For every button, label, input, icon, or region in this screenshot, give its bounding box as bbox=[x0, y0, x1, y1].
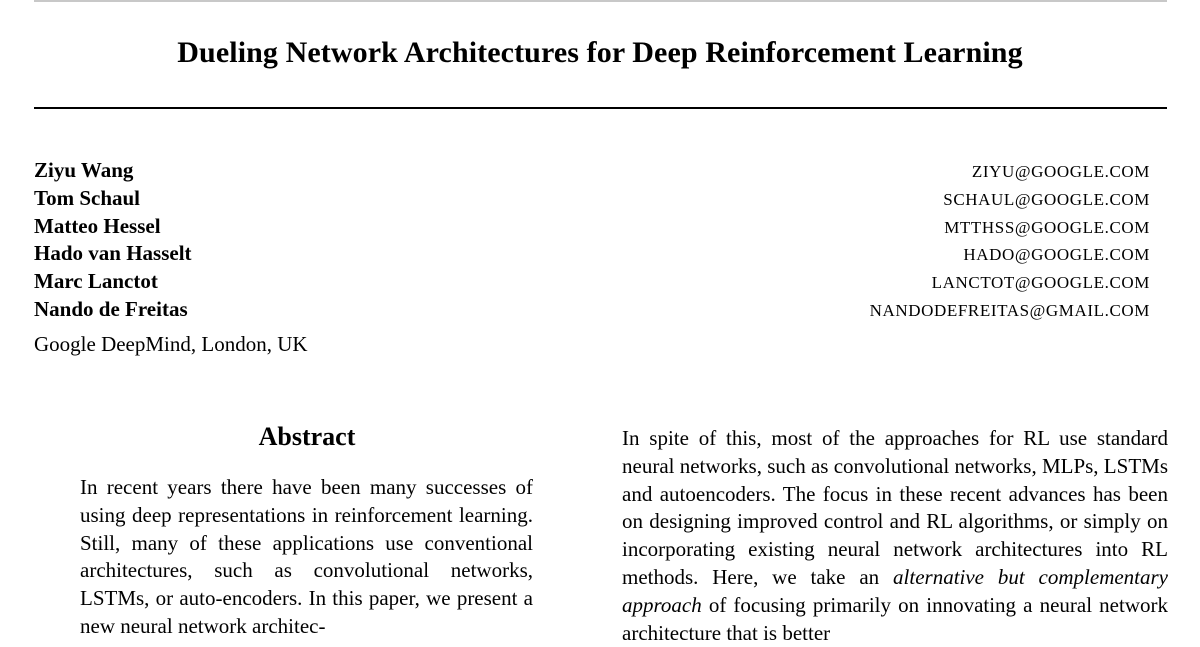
author-name: Nando de Freitas bbox=[34, 296, 188, 321]
author-name: Tom Schaul bbox=[34, 185, 141, 210]
author-row bbox=[34, 185, 1150, 213]
author-name: Ziyu Wang bbox=[34, 158, 134, 182]
abstract-heading: Abstract bbox=[258, 422, 356, 451]
intro-text-after: of focusing primarily on innovating a neural network architecture that is better bbox=[622, 592, 1168, 645]
author-email: HADO@GOOGLE.COM bbox=[963, 245, 1150, 265]
author-email: ZIYU@GOOGLE.COM bbox=[971, 162, 1150, 181]
author-row bbox=[34, 240, 1150, 268]
intro-paragraph bbox=[622, 425, 1168, 647]
paper-title: Dueling Network Architectures for Deep Reinforcement Learning bbox=[177, 36, 1023, 69]
abstract-body: In recent years there have been many successes of using deep representations in reinforcement learning. Still, many of these applications use conventional architectures, such as convolutional networks, LSTMs, or auto-encoders. In this paper, we present a new neural network architec- bbox=[80, 475, 533, 638]
author-row bbox=[34, 213, 1150, 241]
title-rule bbox=[34, 107, 1167, 109]
author-email: LANCTOT@GOOGLE.COM bbox=[931, 273, 1150, 293]
top-rule bbox=[34, 0, 1167, 2]
author-email: NANDODEFREITAS@GMAIL.COM bbox=[869, 300, 1150, 320]
author-row bbox=[34, 157, 1150, 185]
author-name: Matteo Hessel bbox=[34, 213, 161, 238]
author-name: Marc Lanctot bbox=[34, 269, 158, 294]
author-row bbox=[34, 268, 1150, 296]
author-name: Hado van Hasselt bbox=[34, 241, 192, 266]
author-email: SCHAUL@GOOGLE.COM bbox=[943, 189, 1150, 209]
author-list bbox=[34, 157, 1150, 324]
affiliation: Google DeepMind, London, UK bbox=[34, 332, 308, 356]
author-email: MTTHSS@GOOGLE.COM bbox=[944, 217, 1150, 237]
author-row bbox=[34, 296, 1150, 324]
intro-text-italic: alternative but complementary approach bbox=[622, 564, 1169, 617]
intro-text-before: In spite of this, most of the approaches for RL use standard neural networks, such as convolutional networks, MLPs, LSTMs and autoencoders. The focus in these recent advances has been on designing improved control and RL algorithms, or simply on incorporating existing neural network architectures into RL methods. Here, we take an bbox=[622, 426, 1168, 589]
